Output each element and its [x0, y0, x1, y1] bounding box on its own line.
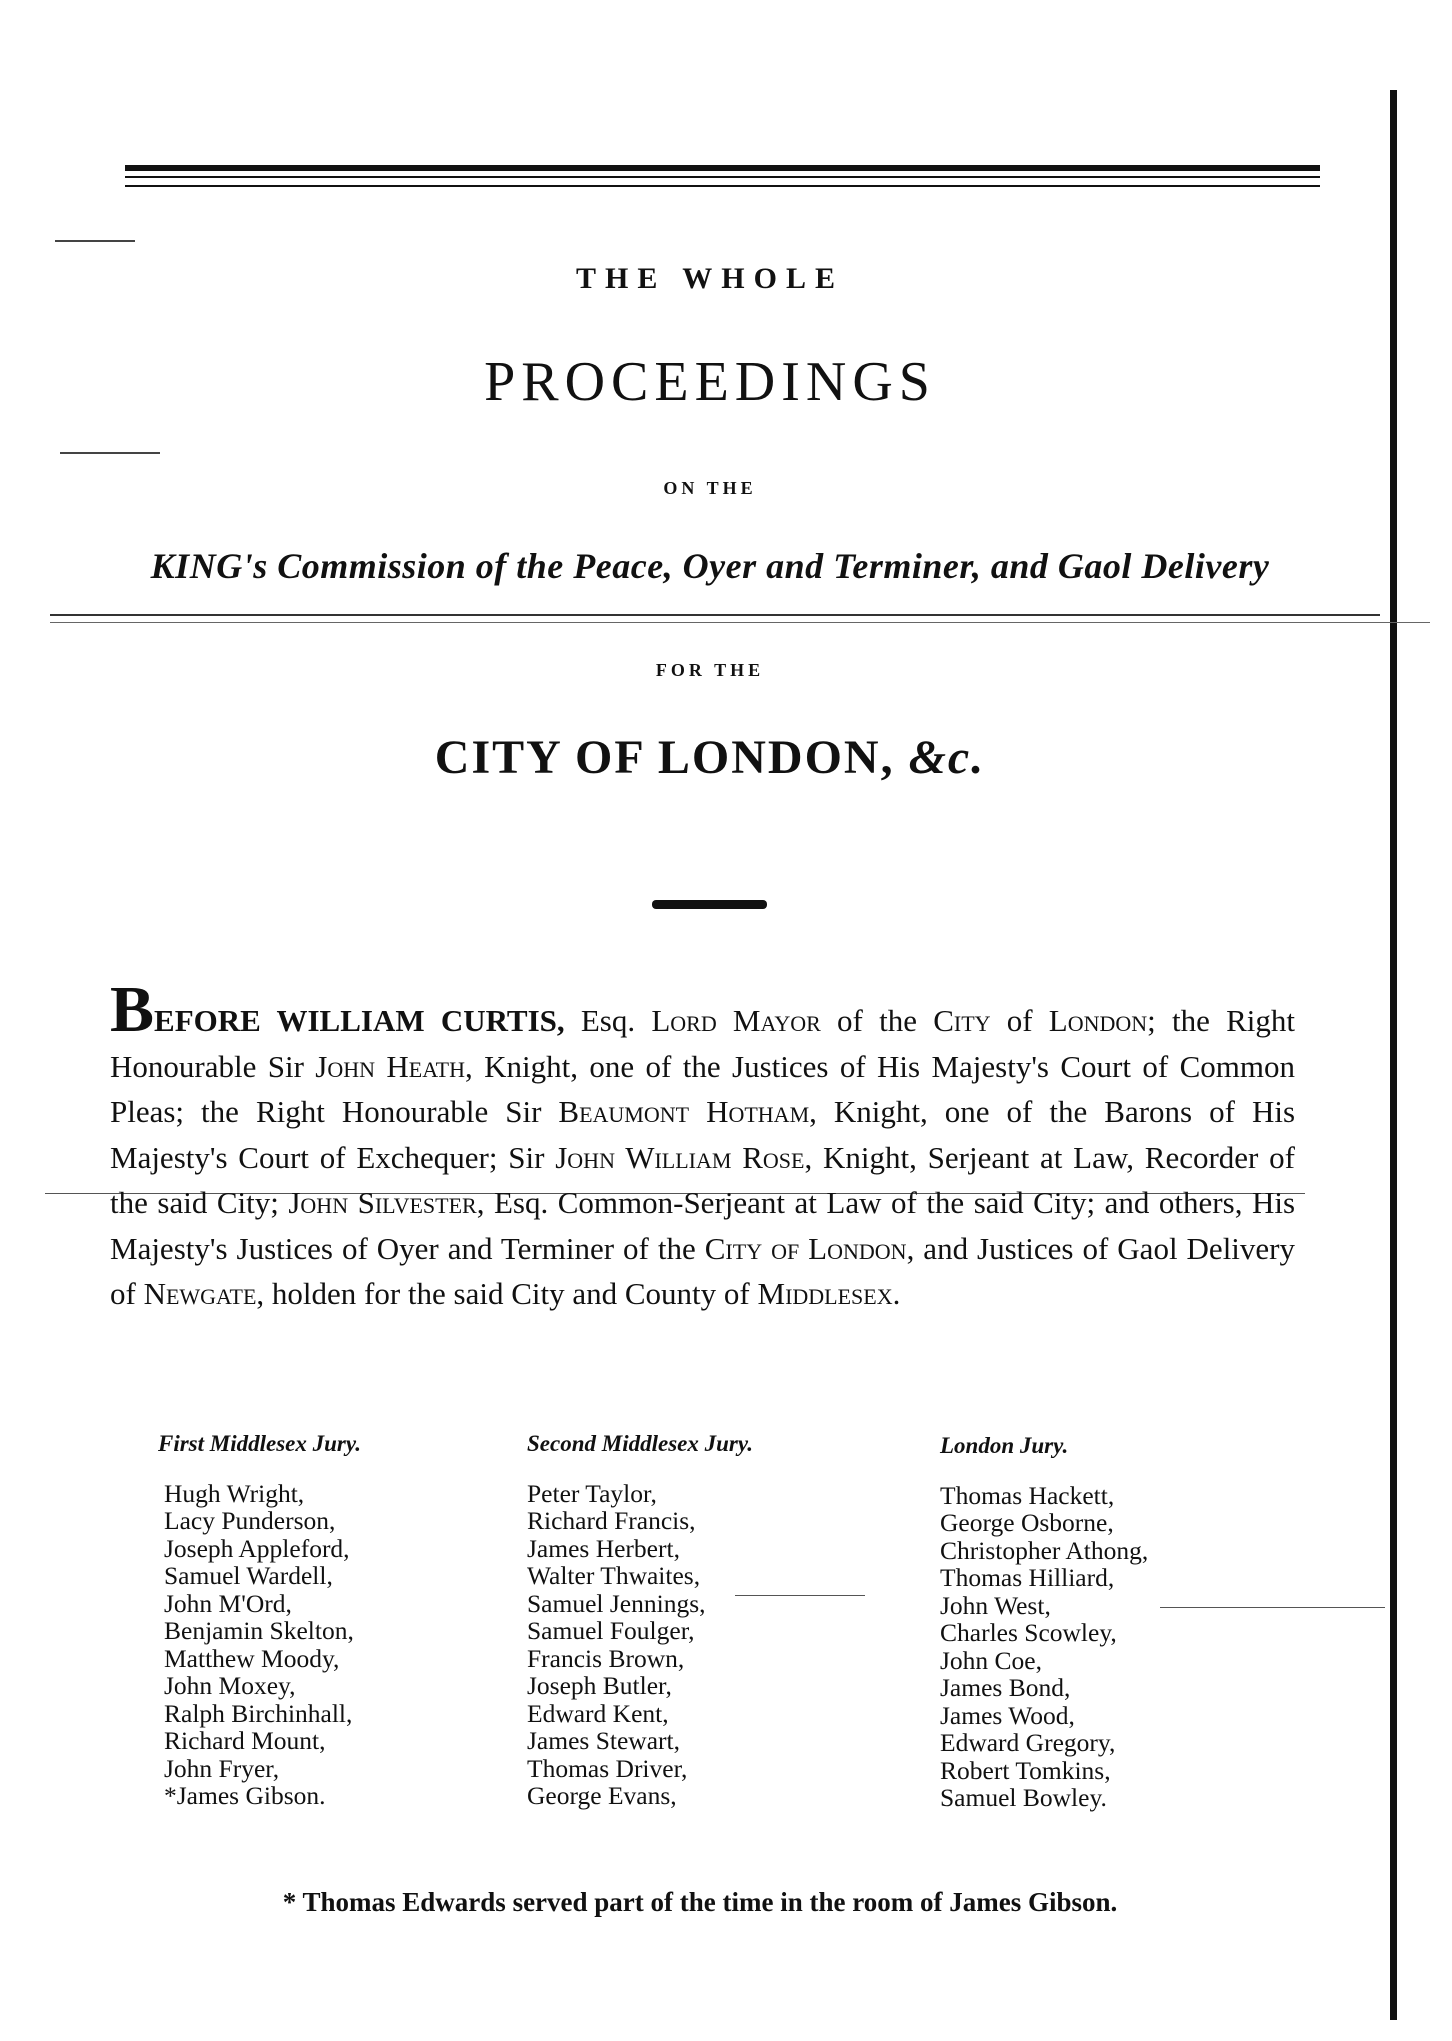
side-scan-line-1: [55, 240, 135, 242]
para-sc-2: City: [933, 1003, 991, 1038]
side-scan-line-7: [1160, 1607, 1385, 1608]
jury-list: [164, 1480, 361, 1810]
juror: Thomas Driver,: [527, 1753, 688, 1783]
juror: John Moxey,: [164, 1671, 296, 1700]
juror: Samuel Wardell,: [164, 1561, 333, 1590]
juror: Joseph Butler,: [527, 1671, 672, 1700]
juror: Joseph Appleford,: [164, 1533, 350, 1563]
para-sc-5: Beaumont Hotham: [558, 1094, 810, 1129]
juror: Francis Brown,: [527, 1643, 685, 1673]
juror: Lacy Punderson,: [164, 1506, 336, 1535]
para-text-1: Esq.: [564, 1003, 652, 1038]
juror: Robert Tomkins,: [940, 1755, 1111, 1785]
juror: James Herbert,: [527, 1533, 680, 1563]
juror: Christopher Athong,: [940, 1535, 1149, 1565]
juror: Thomas Hilliard,: [940, 1563, 1115, 1592]
juror: Walter Thwaites,: [527, 1561, 701, 1590]
juror: Samuel Jennings,: [527, 1588, 706, 1618]
para-sc-8: City of London: [704, 1230, 907, 1266]
juror: James Bond,: [940, 1673, 1071, 1702]
lead-name: EFORE WILLIAM CURTIS,: [154, 1003, 565, 1038]
jury-list: [527, 1480, 753, 1810]
drop-cap: B: [110, 973, 155, 1046]
jury-heading: First Middlesex Jury.: [158, 1431, 361, 1456]
juror: John West,: [940, 1590, 1051, 1620]
title-commission: KING's Commission of the Peace, Oyer and Terminer, and Gaol Delivery: [150, 546, 1270, 586]
para-text-6: , Knight, one of the Barons of His Majesty's Court of Exchequer; Sir: [110, 1094, 1296, 1175]
juror: James Stewart,: [527, 1726, 680, 1755]
title-on-the: ON THE: [663, 478, 757, 498]
title-the-whole: THE WHOLE: [575, 262, 844, 295]
para-text-10: , holden for the said City and County of: [256, 1276, 758, 1311]
para-sc-10: Middlesex: [757, 1276, 893, 1311]
para-text-3: of: [990, 1003, 1049, 1038]
side-scan-line-4: [50, 622, 1430, 623]
top-rule-thin: [125, 176, 1320, 178]
juror: George Osborne,: [940, 1508, 1114, 1537]
side-scan-line-2: [60, 452, 160, 454]
jury-column-london: [940, 1432, 1148, 1812]
para-sc-7: John Silvester: [288, 1185, 477, 1220]
title-proceedings: PROCEEDINGS: [484, 351, 936, 413]
city-name: CITY OF LONDON,: [434, 731, 895, 784]
juror: John Coe,: [940, 1645, 1042, 1675]
juror: Hugh Wright,: [164, 1478, 305, 1508]
para-sc-3: London: [1048, 1003, 1148, 1038]
juror: James Wood,: [940, 1700, 1075, 1730]
para-text-4: ; the Right Honourable Sir: [110, 1003, 1295, 1084]
juror: Ralph Birchinhall,: [164, 1698, 353, 1728]
title-for-the: FOR THE: [655, 660, 765, 680]
para-text-9: , and Justices of Gaol Delivery of: [110, 1230, 1296, 1311]
jury-list: [940, 1482, 1148, 1812]
city-etc: &c.: [908, 731, 986, 784]
juror: Samuel Bowley.: [940, 1783, 1107, 1812]
para-sc-4: John Heath: [315, 1048, 466, 1084]
title-city-of-london: [100, 730, 1320, 785]
jury-column-second-middlesex: [527, 1430, 753, 1810]
juror: Edward Kent,: [527, 1698, 669, 1728]
para-text-8: , Esq. Common-Serjeant at Law of the said City; and others, His Majesty's Justices of Oyer and Terminer of the: [110, 1185, 1296, 1266]
juror: Richard Mount,: [164, 1726, 326, 1755]
juror: Peter Taylor,: [527, 1478, 657, 1508]
para-sc-6: John William Rose: [555, 1139, 805, 1175]
juror: Benjamin Skelton,: [164, 1616, 354, 1645]
side-scan-line-6: [735, 1595, 865, 1596]
juror: George Evans,: [527, 1781, 677, 1810]
para-text-2: of the: [820, 1003, 934, 1038]
top-rule-thick: [125, 165, 1320, 171]
jury-column-first-middlesex: [158, 1430, 361, 1810]
top-rule-thin-2: [125, 185, 1320, 187]
juror: Edward Gregory,: [940, 1728, 1116, 1757]
jury-heading: Second Middlesex Jury.: [527, 1431, 753, 1456]
page-margin-rule: [1390, 90, 1397, 2020]
juror: John M'Ord,: [164, 1588, 292, 1618]
para-text-11: .: [892, 1276, 901, 1311]
commission-paragraph: [110, 973, 1296, 1317]
para-sc-9: Newgate: [143, 1276, 257, 1311]
juror: Thomas Hackett,: [940, 1480, 1115, 1510]
jury-heading: London Jury.: [940, 1433, 1069, 1458]
para-text-7: , Knight, Serjeant at Law, Recorder of the said City;: [110, 1139, 1295, 1220]
juror: Charles Scowley,: [940, 1618, 1117, 1647]
juror: John Fryer,: [164, 1753, 280, 1783]
side-scan-line-3: [50, 614, 1380, 616]
juror: Richard Francis,: [527, 1506, 696, 1535]
para-sc-1: Lord Mayor: [651, 1003, 821, 1038]
para-text-5: , Knight, one of the Justices of His Majesty's Court of Common Pleas; the Right Honourable Sir: [110, 1048, 1295, 1129]
juror: *James Gibson.: [164, 1781, 326, 1810]
title-ornament-rule: [652, 900, 767, 909]
juror: Samuel Foulger,: [527, 1616, 695, 1645]
footnote: * Thomas Edwards served part of the time in the room of James Gibson.: [282, 1887, 1118, 1917]
juror: Matthew Moody,: [164, 1643, 340, 1673]
